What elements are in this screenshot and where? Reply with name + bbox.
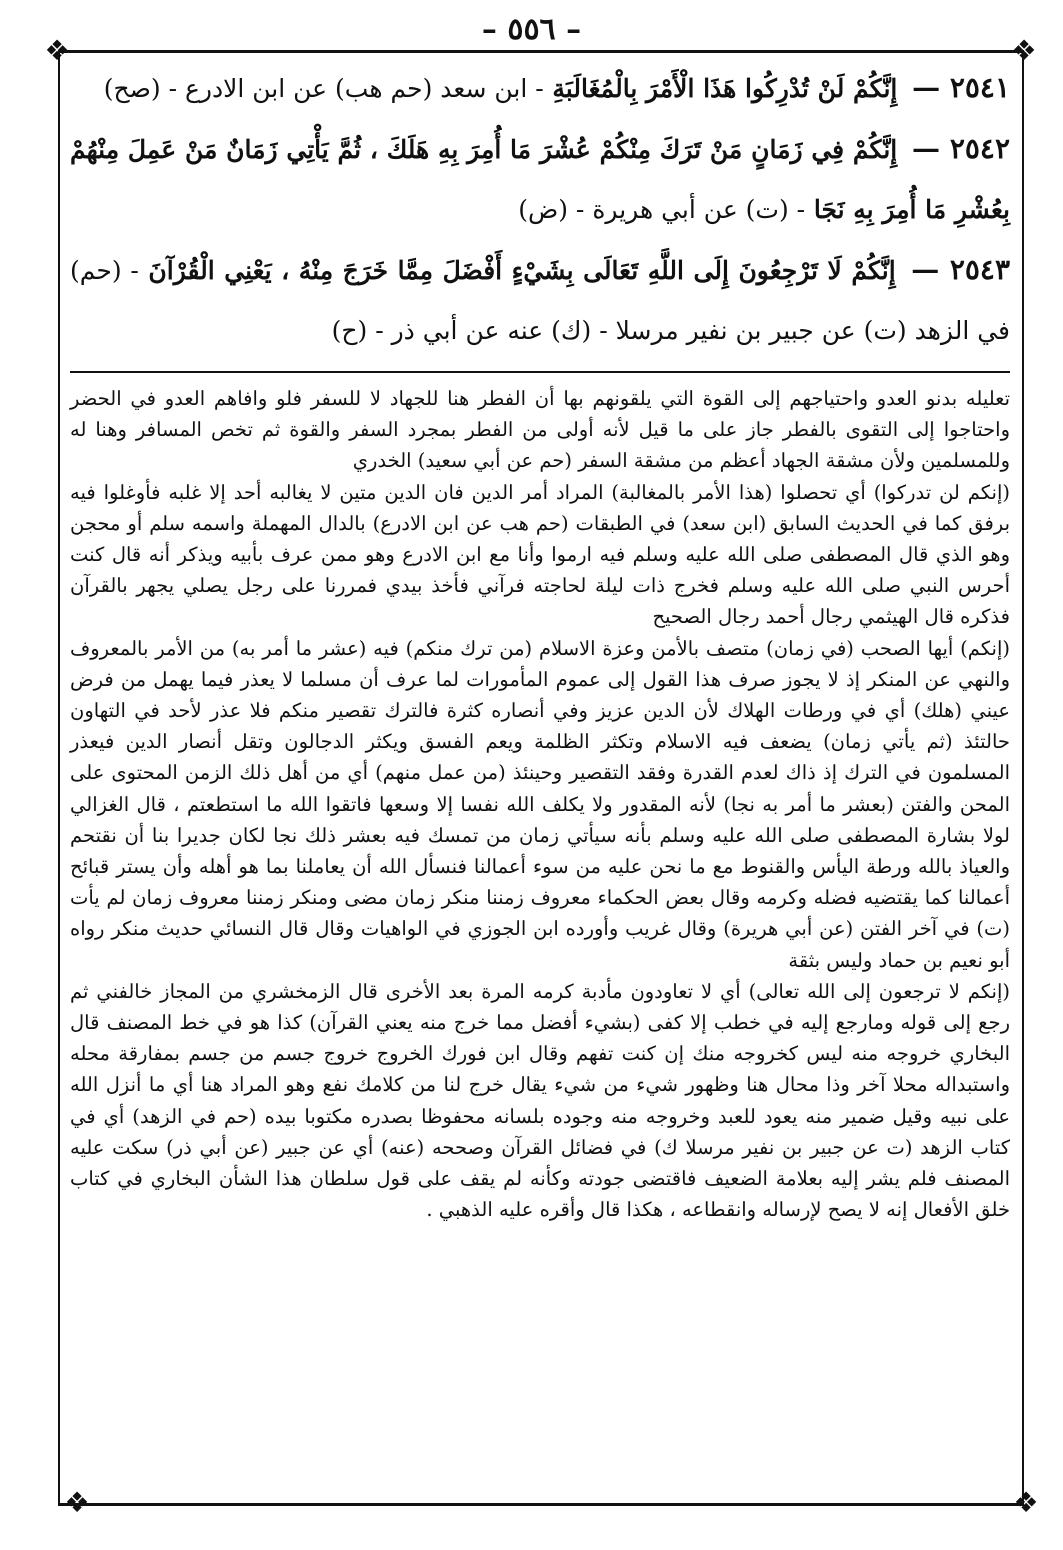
commentary-paragraph: (إنكم لن تدركوا) أي تحصلوا (هذا الأمر بالمغالبة) المراد أمر الدين فان الدين متين لا يغالبه أحد إلا غلبه فأوغلوا فيه برفق كما في الحديث السابق (ابن سعد) في الطبقات (حم هب عن ابن الادرع) بالدال المهملة واسمه سلم أو محجن وهو الذي قال المصطفى صلى الله عليه وسلم فيه ارموا وأنا مع ابن الادرع وهو ممن عرف بأبيه ويذكر أنه قال كنت أحرس النبي صلى الله عليه وسلم فخرج ذات ليلة لحاجته فرآني فأخذ بيدي فمررنا على رجل يصلي يجهر بالقرآن فذكره قال الهيثمي رجال أحمد رجال الصحيح: [70, 480, 1010, 629]
hadith-number: ٢٥٤١ —: [912, 71, 1010, 104]
hadith-list: [70, 58, 1010, 361]
page-content: [70, 58, 1010, 1225]
hadith-source: - ابن سعد (حم هب) عن ابن الادرع - (صح): [103, 74, 544, 103]
hadith-text: إِنَّكُمْ لَا تَرْجِعُونَ إِلَى اللَّهِ تَعَالَى بِشَيْءٍ أَفْضَلَ مِمَّا خَرَجَ مِنْهُ ، يَعْنِي الْقُرْآنَ: [148, 256, 896, 285]
section-divider: [70, 371, 1010, 373]
hadith-source: - (ت) عن أبي هريرة - (ض): [518, 195, 806, 224]
corner-ornament-icon: ❖: [1011, 34, 1037, 67]
corner-ornament-icon: ❖: [64, 1486, 90, 1519]
hadith-source: - (حم) في الزهد (ت) عن جبير بن نفير مرسلا - (ك) عنه عن أبي ذر - (ح): [70, 256, 1010, 345]
corner-ornament-icon: ❖: [44, 34, 70, 67]
hadith-entry: [70, 58, 1010, 119]
hadith-entry: [70, 240, 1010, 361]
page-number: – ٥٥٦ –: [481, 12, 582, 47]
hadith-number: ٢٥٤٣ —: [911, 253, 1010, 286]
hadith-entry: [70, 119, 1010, 240]
corner-ornament-icon: ❖: [1013, 1486, 1039, 1519]
hadith-number: ٢٥٤٢ —: [912, 132, 1010, 165]
hadith-text: إِنَّكُمْ لَنْ تُدْرِكُوا هَذَا الْأَمْرَ بِالْمُغَالَبَةِ: [552, 74, 898, 103]
commentary-paragraph: تعليله بدنو العدو واحتياجهم إلى القوة التي يلقونهم بها أن الفطر هنا للجهاد لا للسفر فلو وافاهم العدو في الحضر واحتاجوا إلى التقوى بالفطر جاز على ما قيل لأنه أولى من الفطر بمجرد السفر والقوة ثم تخص المسافر وهنا له وللمسلمين ولأن مشقة الجهاد أعظم من مشقة السفر (حم عن أبي سعيد) الخدري: [70, 387, 1010, 473]
commentary-paragraph: (إنكم لا ترجعون إلى الله تعالى) أي لا تعاودون مأدبة كرمه المرة بعد الأخرى قال الزمخشري من المجاز خالفني ثم رجع إلى قوله ومارجع إليه في خطب إلا كفى (بشيء أفضل مما خرج منه يعني القرآن) كذا هو في خط المصنف قال البخاري خروجه منه ليس كخروجه منك إن كنت تفهم وقال ابن فورك الخروج خروج جسم من جسم بمفارقة محله واستبداله محلا آخر وذا محال هنا وظهور شيء من شيء يقال خرج لنا من كلامك نفع وهو المراد هنا أي ما أنزل الله على نبيه وقيل ضمير منه يعود للعبد وخروجه منه وجوده بلسانه محفوظا بصدره مكتوبا بيده (حم في الزهد) أي في كتاب الزهد (ت عن جبير بن نفير مرسلا ك) في فضائل القرآن وصححه (عنه) أي عن جبير (عن أبي ذر) سكت عليه المصنف فلم يشر إليه بعلامة الضعيف فاقتضى جودته وكأنه لم يقف على قول سلطان هذا الشأن البخاري في كتاب خلق الأفعال إنه لا يصح لإرساله وانقطاعه ، هكذا قال وأقره عليه الذهبي .: [70, 979, 1010, 1222]
commentary-paragraph: (إنكم) أيها الصحب (في زمان) متصف بالأمن وعزة الاسلام (من ترك منكم) فيه (عشر ما أمر به) من الأمر بالمعروف والنهي عن المنكر إذ لا يجوز صرف هذا القول إلى عموم المأمورات لما عرف أن مسلما لا يعذر فيما يهمل من فرض عيني (هلك) أي في ورطات الهلاك لأن الدين عزيز وفي أنصاره كثرة فالترك تقصير منكم فلا عذر لأحد في التهاون حالتئذ (ثم يأتي زمان) يضعف فيه الاسلام وتكثر الظلمة ويعم الفسق ويكثر الدجالون وتقل أنصار الدين فيعذر المسلمون في الترك إذ ذاك لعدم القدرة وفقد التقصير وحينئذ (من عمل منهم) أي من أهل ذلك الزمن المحتوى على المحن والفتن (بعشر ما أمر به نجا) لأنه المقدور ولا يكلف الله نفسا إلا وسعها فاتقوا الله ما استطعتم ، قال الغزالي لولا بشارة المصطفى صلى الله عليه وسلم بأنه سيأتي زمان من تمسك فيه بعشر ذلك نجا لكان جديرا بنا أن نقتحم والعياذ بالله ورطة اليأس والقنوط مع ما نحن عليه من سوء أعمالنا فنسأل الله أن يعاملنا بما هو أهله وأن يستر قبائح أعمالنا كما يقتضيه فضله وكرمه وقال بعض الحكماء معروف زمننا منكر زمان مضى ومنكر زمننا معروف زمان لم يأت (ت) في آخر الفتن (عن أبي هريرة) وقال غريب وأورده ابن الجوزي في الواهيات وقال قال النسائي حديث منكر رواه أبو نعيم بن حماد وليس بثقة: [70, 636, 1010, 972]
hadith-text: إِنَّكُمْ فِي زَمَانٍ مَنْ تَرَكَ مِنْكُمْ عُشْرَ مَا أُمِرَ بِهِ هَلَكَ ، ثُمَّ يَأْتِي زَمَانٌ مَنْ عَمِلَ مِنْهُمْ بِعُشْرِ مَا أُمِرَ بِهِ نَجَا: [70, 135, 1010, 224]
commentary: [70, 383, 1010, 1225]
